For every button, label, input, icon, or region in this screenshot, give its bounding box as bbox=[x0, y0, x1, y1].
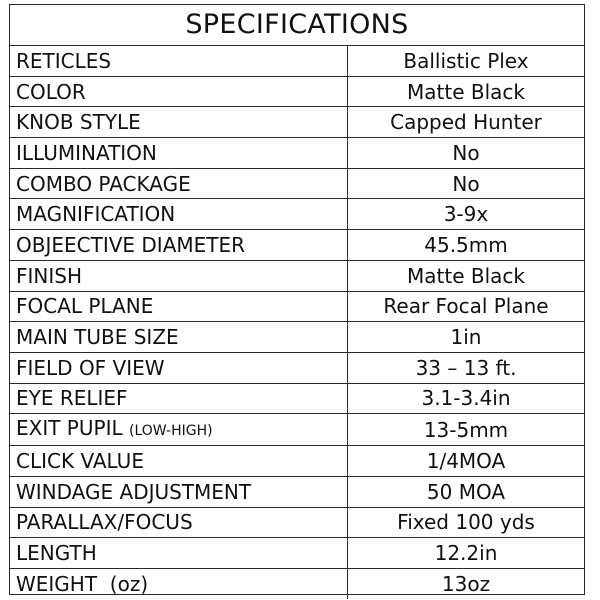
spec-label: CLICK VALUE bbox=[10, 446, 348, 477]
spec-rows bbox=[10, 46, 584, 599]
spec-label: RETICLES bbox=[10, 46, 348, 76]
spec-label: MAIN TUBE SIZE bbox=[10, 322, 348, 353]
spec-value: 12.2in bbox=[348, 538, 585, 569]
spec-value: 45.5mm bbox=[348, 230, 585, 261]
spec-row-objective-diameter bbox=[10, 230, 584, 261]
specifications-table bbox=[9, 4, 585, 595]
spec-label: MAGNIFICATION bbox=[10, 199, 348, 230]
spec-value: Capped Hunter bbox=[348, 107, 585, 138]
spec-label: OBJEECTIVE DIAMETER bbox=[10, 230, 348, 261]
spec-row-focal-plane bbox=[10, 291, 584, 322]
spec-value: No bbox=[348, 138, 585, 169]
spec-label: KNOB STYLE bbox=[10, 107, 348, 138]
spec-label: EYE RELIEF bbox=[10, 383, 348, 414]
spec-value: Ballistic Plex bbox=[348, 46, 585, 76]
spec-value: 3-9x bbox=[348, 199, 585, 230]
spec-label: LENGTH bbox=[10, 538, 348, 569]
spec-value: Matte Black bbox=[348, 260, 585, 291]
spec-value: No bbox=[348, 168, 585, 199]
spec-label: WEIGHT (oz) bbox=[10, 569, 348, 599]
spec-row-knob-style bbox=[10, 107, 584, 138]
spec-value: 13oz bbox=[441, 571, 491, 596]
spec-label bbox=[10, 414, 348, 446]
spec-value: 50 MOA bbox=[348, 476, 585, 507]
spec-row-weight bbox=[10, 569, 584, 599]
spec-row-parallax-focus bbox=[10, 507, 584, 538]
spec-label: COMBO PACKAGE bbox=[10, 168, 348, 199]
spec-row-length bbox=[10, 538, 584, 569]
spec-row-click-value bbox=[10, 446, 584, 477]
spec-value: Fixed 100 yds bbox=[348, 507, 585, 538]
table-title: SPECIFICATIONS bbox=[10, 5, 584, 46]
spec-row-color bbox=[10, 76, 584, 107]
spec-row-windage-adjustment bbox=[10, 476, 584, 507]
spec-row-combo-package bbox=[10, 168, 584, 199]
spec-label: PARALLAX/FOCUS bbox=[10, 507, 348, 538]
spec-value: 1/4MOA bbox=[348, 446, 585, 477]
spec-row-illumination bbox=[10, 138, 584, 169]
spec-label: FOCAL PLANE bbox=[10, 291, 348, 322]
spec-label-text: EXIT PUPIL bbox=[16, 416, 123, 441]
spec-grid bbox=[10, 46, 584, 599]
spec-row-field-of-view bbox=[10, 352, 584, 383]
spec-row-exit-pupil bbox=[10, 414, 584, 446]
spec-label: WINDAGE ADJUSTMENT bbox=[10, 476, 348, 507]
spec-value: Matte Black bbox=[348, 76, 585, 107]
spec-value: 3.1-3.4in bbox=[348, 383, 585, 414]
spec-label: COLOR bbox=[10, 76, 348, 107]
spec-label-note: (LOW-HIGH) bbox=[128, 423, 213, 440]
spec-row-eye-relief bbox=[10, 383, 584, 414]
spec-value: Rear Focal Plane bbox=[348, 291, 585, 322]
spec-label: ILLUMINATION bbox=[10, 138, 348, 169]
spec-value: 1in bbox=[348, 322, 585, 353]
spec-row-main-tube-size bbox=[10, 322, 584, 353]
spec-row-reticles bbox=[10, 46, 584, 76]
spec-value: 13-5mm bbox=[348, 414, 585, 446]
spec-value: 33 – 13 ft. bbox=[348, 352, 585, 383]
spec-label: FINISH bbox=[10, 260, 348, 291]
spec-row-magnification bbox=[10, 199, 584, 230]
spec-label: FIELD OF VIEW bbox=[10, 352, 348, 383]
spec-row-finish bbox=[10, 260, 584, 291]
